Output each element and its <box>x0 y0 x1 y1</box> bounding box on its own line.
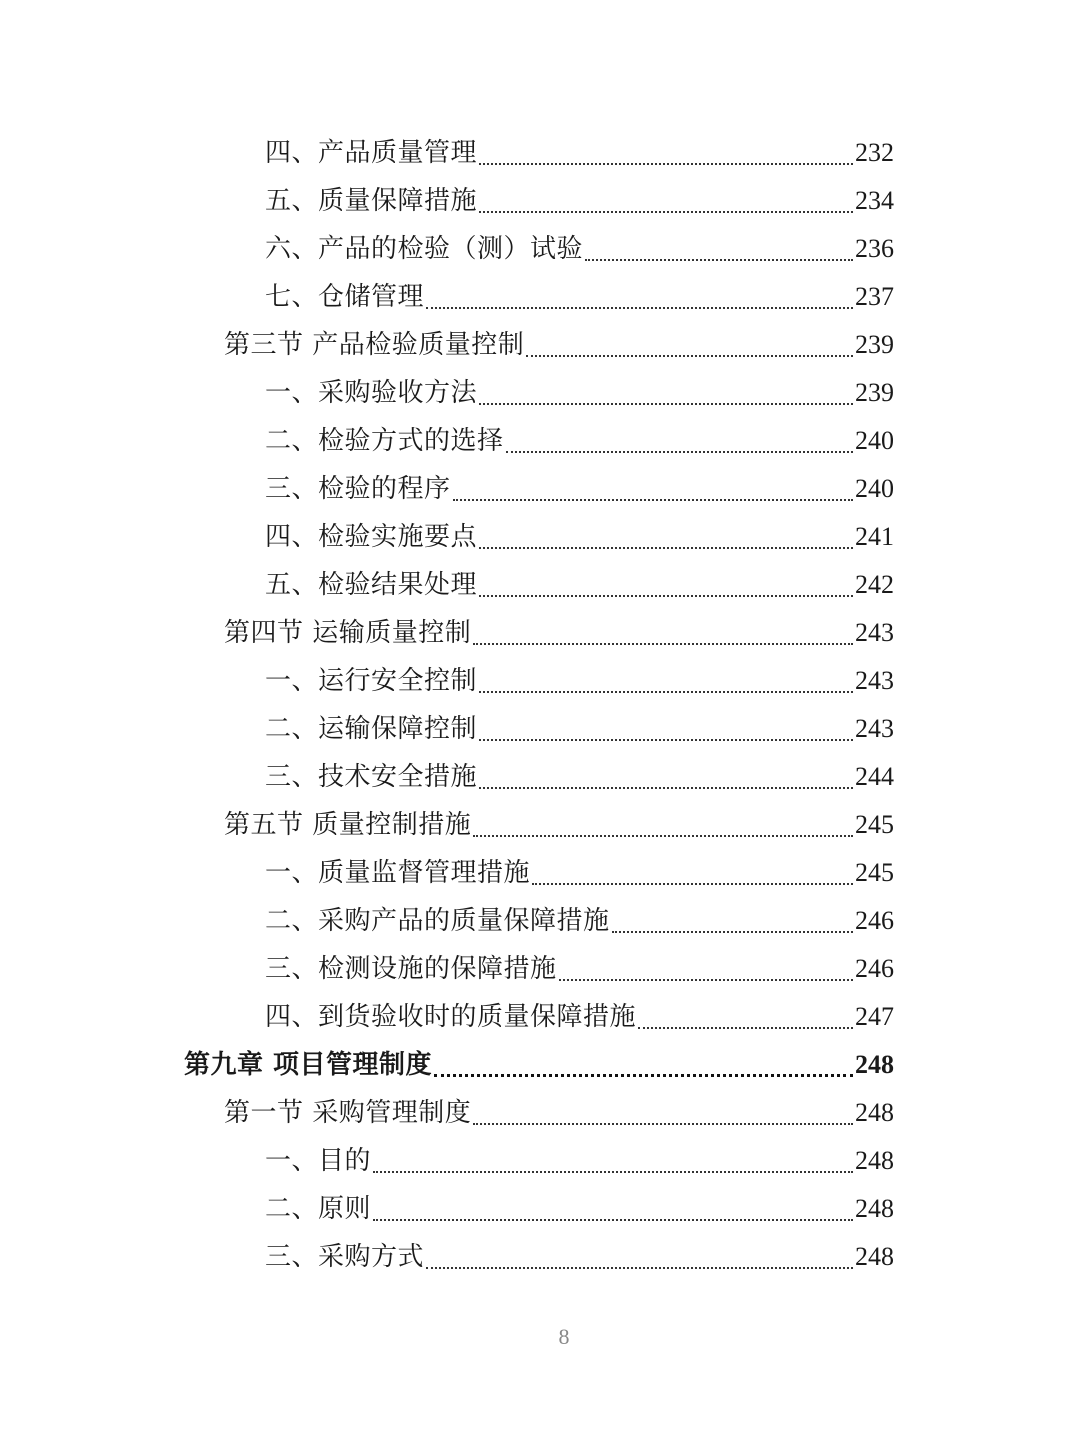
toc-entry-title: 二、运输保障控制 <box>265 714 478 744</box>
toc-entry[interactable] <box>265 417 894 465</box>
toc-leader-dots <box>532 849 853 897</box>
toc-entry-title: 第五节 质量控制措施 <box>224 810 472 840</box>
toc-entry-page: 236 <box>855 234 894 263</box>
toc-leader-dots <box>479 753 853 801</box>
toc-entry-title: 四、到货验收时的质量保障措施 <box>265 1002 637 1032</box>
toc-entry[interactable] <box>265 273 894 321</box>
toc-entry-title: 四、检验实施要点 <box>265 522 478 552</box>
toc-entry-title: 第三节 产品检验质量控制 <box>224 330 525 360</box>
toc-section[interactable] <box>224 609 894 657</box>
toc-entry-page: 241 <box>855 522 894 551</box>
toc-entry-page: 232 <box>855 138 894 167</box>
toc-entry-page: 240 <box>855 426 894 455</box>
toc-entry-title: 一、目的 <box>265 1146 372 1176</box>
toc-entry[interactable] <box>265 513 894 561</box>
toc-leader-dots <box>473 801 853 849</box>
toc-leader-dots <box>506 417 853 465</box>
toc-leader-dots <box>479 369 853 417</box>
toc-entry-page: 248 <box>855 1242 894 1271</box>
toc-entry-page: 237 <box>855 282 894 311</box>
toc-leader-dots <box>585 225 853 273</box>
toc-leader-dots <box>473 1089 853 1137</box>
toc-leader-dots <box>479 177 853 225</box>
toc-entry[interactable] <box>265 465 894 513</box>
toc-entry-page: 240 <box>855 474 894 503</box>
toc-entry-title: 第九章 项目管理制度 <box>184 1050 433 1080</box>
toc-entry-page: 244 <box>855 762 894 791</box>
toc-leader-dots <box>612 897 853 945</box>
toc-leader-dots <box>479 561 853 609</box>
toc-entry-page: 246 <box>855 954 894 983</box>
toc-entry-title: 一、运行安全控制 <box>265 666 478 696</box>
toc-entry-page: 248 <box>855 1050 894 1079</box>
toc-entry-title: 三、检测设施的保障措施 <box>265 954 557 984</box>
toc-leader-dots <box>638 993 853 1041</box>
toc-entry-title: 三、采购方式 <box>265 1242 425 1272</box>
toc-entry[interactable] <box>265 705 894 753</box>
toc-entry[interactable] <box>265 1233 894 1281</box>
toc-leader-dots <box>373 1137 853 1185</box>
toc-entry[interactable] <box>265 849 894 897</box>
toc-entry[interactable] <box>265 753 894 801</box>
toc-leader-dots <box>426 1233 853 1281</box>
toc-entry-page: 239 <box>855 378 894 407</box>
toc-entry-title: 一、采购验收方法 <box>265 378 478 408</box>
toc-entry[interactable] <box>265 129 894 177</box>
toc-entry-title: 一、质量监督管理措施 <box>265 858 531 888</box>
toc-entry-page: 239 <box>855 330 894 359</box>
toc-leader-dots <box>434 1041 853 1089</box>
toc-entry-title: 三、检验的程序 <box>265 474 451 504</box>
toc-entry-title: 第四节 运输质量控制 <box>224 618 472 648</box>
toc-entry[interactable] <box>265 897 894 945</box>
toc-entry-title: 二、检验方式的选择 <box>265 426 504 456</box>
toc-leader-dots <box>479 705 853 753</box>
toc-leader-dots <box>373 1185 853 1233</box>
toc-section[interactable] <box>224 1089 894 1137</box>
page-number: 8 <box>558 1324 570 1349</box>
toc-entry-page: 243 <box>855 618 894 647</box>
toc-entry[interactable] <box>265 225 894 273</box>
toc-entry-page: 245 <box>855 810 894 839</box>
toc-entry-page: 243 <box>855 714 894 743</box>
toc-leader-dots <box>453 465 853 513</box>
toc-entry[interactable] <box>265 657 894 705</box>
toc-leader-dots <box>526 321 853 369</box>
toc-entry-page: 243 <box>855 666 894 695</box>
toc-entry[interactable] <box>265 1185 894 1233</box>
toc-entry-title: 第一节 采购管理制度 <box>224 1098 472 1128</box>
toc-entry-page: 248 <box>855 1098 894 1127</box>
toc-entry-title: 五、检验结果处理 <box>265 570 478 600</box>
toc-entry-page: 246 <box>855 906 894 935</box>
toc-entry[interactable] <box>265 993 894 1041</box>
toc-entry-title: 四、产品质量管理 <box>265 138 478 168</box>
toc-entry-title: 二、采购产品的质量保障措施 <box>265 906 610 936</box>
toc-entry-title: 五、质量保障措施 <box>265 186 478 216</box>
toc-leader-dots <box>426 273 853 321</box>
toc-leader-dots <box>479 129 853 177</box>
toc-leader-dots <box>479 513 853 561</box>
toc-entry-page: 248 <box>855 1146 894 1175</box>
toc-chapter[interactable] <box>184 1041 894 1089</box>
toc-entry-page: 245 <box>855 858 894 887</box>
toc-entry-page: 242 <box>855 570 894 599</box>
toc-leader-dots <box>479 657 853 705</box>
toc-entry[interactable] <box>265 369 894 417</box>
toc-entry[interactable] <box>265 1137 894 1185</box>
toc-entry-title: 七、仓储管理 <box>265 282 425 312</box>
toc-entry-page: 234 <box>855 186 894 215</box>
toc-entry[interactable] <box>265 945 894 993</box>
toc-section[interactable] <box>224 321 894 369</box>
toc-leader-dots <box>473 609 853 657</box>
toc-entry-title: 三、技术安全措施 <box>265 762 478 792</box>
toc-entry-page: 247 <box>855 1002 894 1031</box>
toc-entry[interactable] <box>265 561 894 609</box>
toc-entry-title: 二、原则 <box>265 1194 372 1224</box>
toc-entry[interactable] <box>265 177 894 225</box>
toc-entry-page: 248 <box>855 1194 894 1223</box>
toc-leader-dots <box>559 945 853 993</box>
toc-section[interactable] <box>224 801 894 849</box>
toc-entry-title: 六、产品的检验（测）试验 <box>265 234 584 264</box>
